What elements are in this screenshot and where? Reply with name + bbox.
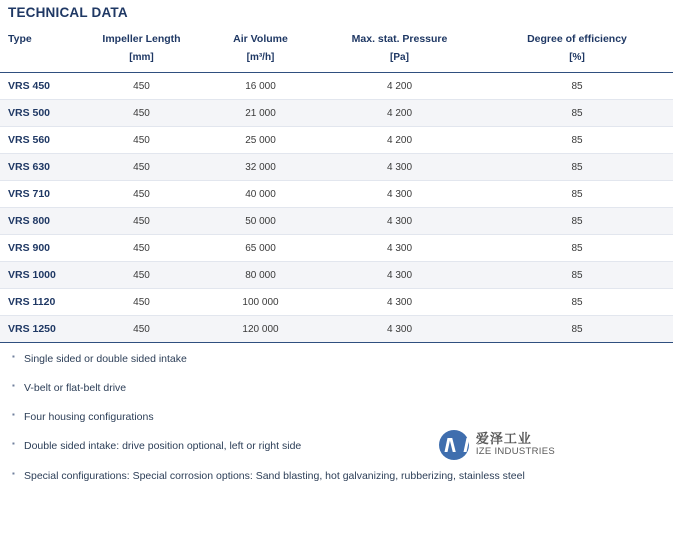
cell-degree-of-efficiency: 85: [481, 289, 673, 316]
cell-degree-of-efficiency: 85: [481, 100, 673, 127]
watermark-text: [476, 432, 555, 458]
cell-max-stat-pressure: 4 300: [318, 208, 481, 235]
cell-air-volume: 120 000: [203, 316, 318, 343]
unit-type: [0, 48, 80, 73]
cell-impeller-length: 450: [80, 262, 203, 289]
column-header-max-stat-pressure: Max. stat. Pressure: [318, 27, 481, 48]
cell-impeller-length: 450: [80, 316, 203, 343]
unit-impeller-length: [mm]: [80, 48, 203, 73]
table-row: [0, 73, 673, 100]
cell-air-volume: 16 000: [203, 73, 318, 100]
cell-type: VRS 560: [0, 127, 80, 154]
cell-max-stat-pressure: 4 200: [318, 100, 481, 127]
cell-max-stat-pressure: 4 200: [318, 73, 481, 100]
cell-air-volume: 40 000: [203, 181, 318, 208]
list-item: ▪ Special configurations: Special corrosion options: Sand blasting, hot galvanizing, rubberizing, stainless steel: [12, 470, 665, 483]
cell-air-volume: 80 000: [203, 262, 318, 289]
table-header: [0, 27, 673, 73]
list-item: ▪ V-belt or flat-belt drive: [12, 382, 665, 395]
cell-max-stat-pressure: 4 300: [318, 316, 481, 343]
cell-degree-of-efficiency: 85: [481, 262, 673, 289]
cell-type: VRS 1120: [0, 289, 80, 316]
table-row: [0, 100, 673, 127]
column-header-air-volume: Air Volume: [203, 27, 318, 48]
cell-max-stat-pressure: 4 300: [318, 262, 481, 289]
ize-logo-icon: [439, 430, 469, 460]
table-row: [0, 289, 673, 316]
table-row: [0, 208, 673, 235]
unit-max-stat-pressure: [Pa]: [318, 48, 481, 73]
cell-impeller-length: 450: [80, 181, 203, 208]
list-item: ▪ Single sided or double sided intake: [12, 353, 665, 366]
table-row: [0, 154, 673, 181]
table-row: [0, 181, 673, 208]
cell-type: VRS 450: [0, 73, 80, 100]
cell-impeller-length: 450: [80, 235, 203, 262]
unit-degree-of-efficiency: [%]: [481, 48, 673, 73]
cell-type: VRS 1250: [0, 316, 80, 343]
table-row: [0, 127, 673, 154]
cell-degree-of-efficiency: 85: [481, 73, 673, 100]
cell-air-volume: 65 000: [203, 235, 318, 262]
table-row: [0, 235, 673, 262]
cell-max-stat-pressure: 4 300: [318, 154, 481, 181]
cell-air-volume: 100 000: [203, 289, 318, 316]
column-header-degree-of-efficiency: Degree of efficiency: [481, 27, 673, 48]
watermark-chinese-name: 爱泽工业: [475, 431, 532, 447]
cell-impeller-length: 450: [80, 289, 203, 316]
cell-impeller-length: 450: [80, 208, 203, 235]
cell-degree-of-efficiency: 85: [481, 127, 673, 154]
list-item: ▪ Four housing configurations: [12, 411, 665, 424]
table-row: [0, 262, 673, 289]
column-header-impeller-length: Impeller Length: [80, 27, 203, 48]
cell-degree-of-efficiency: 85: [481, 154, 673, 181]
cell-type: VRS 630: [0, 154, 80, 181]
table-row: [0, 316, 673, 343]
cell-degree-of-efficiency: 85: [481, 316, 673, 343]
page-title: TECHNICAL DATA: [8, 5, 128, 20]
cell-degree-of-efficiency: 85: [481, 181, 673, 208]
cell-max-stat-pressure: 4 300: [318, 235, 481, 262]
cell-impeller-length: 450: [80, 73, 203, 100]
watermark-english-name: IZE INDUSTRIES: [475, 446, 555, 457]
cell-max-stat-pressure: 4 200: [318, 127, 481, 154]
cell-air-volume: 32 000: [203, 154, 318, 181]
cell-max-stat-pressure: 4 300: [318, 289, 481, 316]
cell-degree-of-efficiency: 85: [481, 235, 673, 262]
cell-degree-of-efficiency: 85: [481, 208, 673, 235]
technical-data-table: [0, 27, 673, 343]
cell-impeller-length: 450: [80, 127, 203, 154]
table-unit-row: [0, 48, 673, 73]
table-header-row: [0, 27, 673, 48]
column-header-type: Type: [0, 27, 80, 48]
watermark-logo: [439, 430, 555, 460]
cell-type: VRS 500: [0, 100, 80, 127]
unit-air-volume: [m³/h]: [203, 48, 318, 73]
cell-impeller-length: 450: [80, 100, 203, 127]
features-list: [0, 343, 673, 483]
cell-type: VRS 900: [0, 235, 80, 262]
table-body: [0, 73, 673, 343]
cell-impeller-length: 450: [80, 154, 203, 181]
cell-air-volume: 50 000: [203, 208, 318, 235]
cell-type: VRS 1000: [0, 262, 80, 289]
cell-air-volume: 25 000: [203, 127, 318, 154]
cell-type: VRS 800: [0, 208, 80, 235]
cell-air-volume: 21 000: [203, 100, 318, 127]
cell-type: VRS 710: [0, 181, 80, 208]
cell-max-stat-pressure: 4 300: [318, 181, 481, 208]
list-item: ▪ Double sided intake: drive position optional, left or right side: [12, 440, 665, 453]
